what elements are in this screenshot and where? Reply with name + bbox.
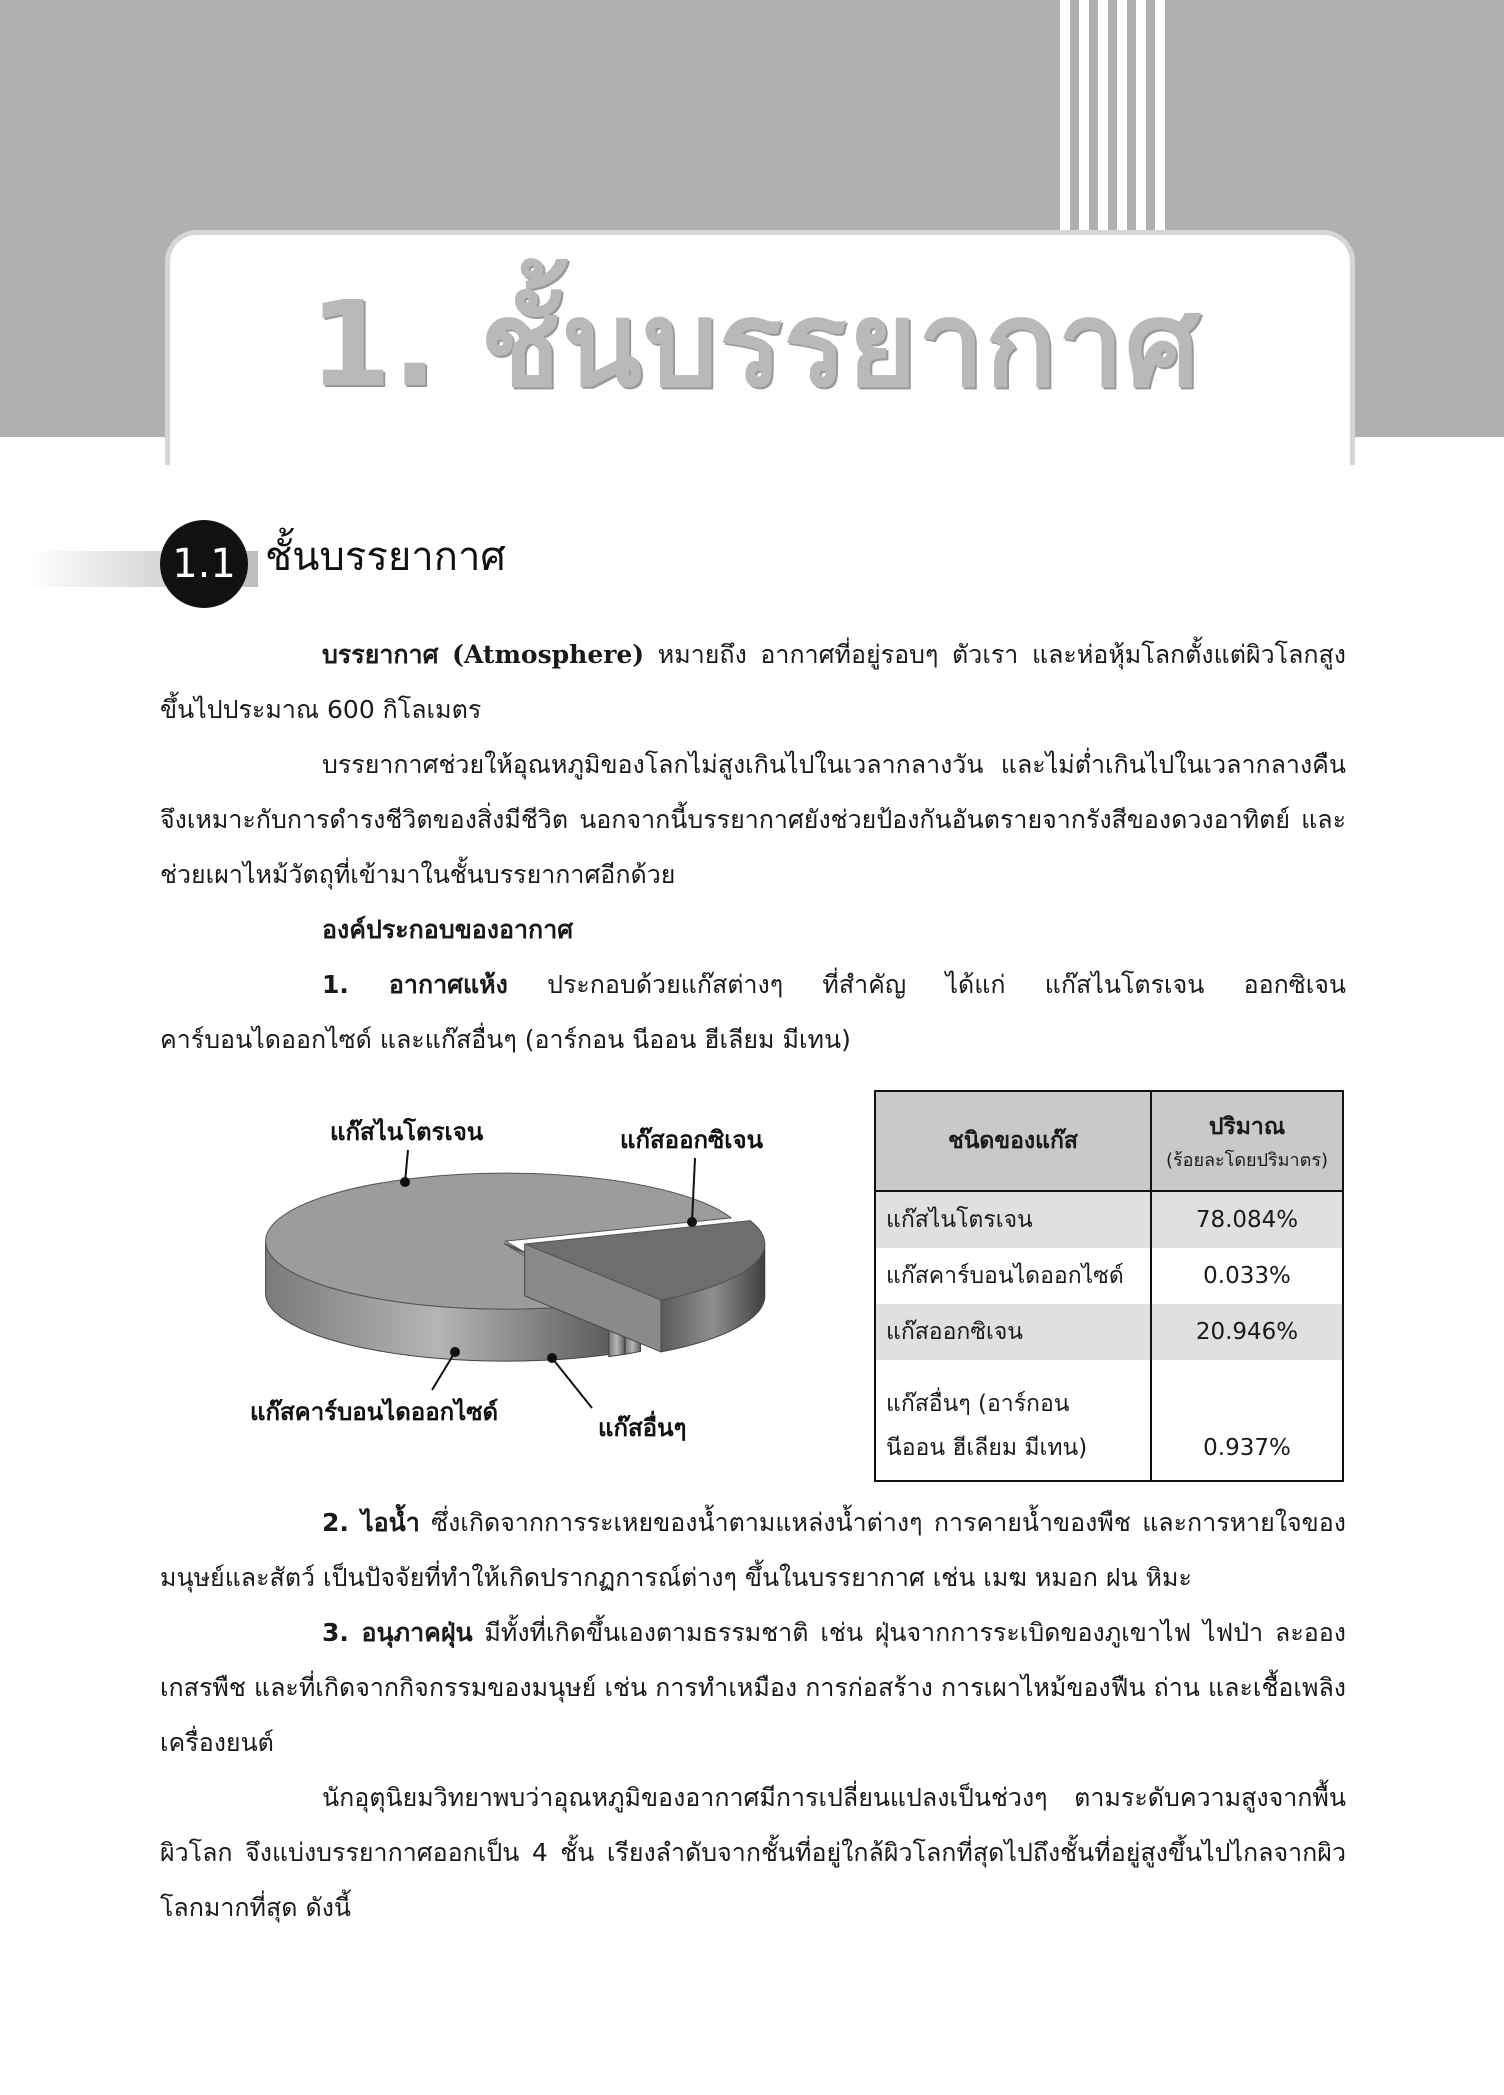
definition-text: หมายถึง อากาศที่อยู่รอบๆ ตัวเรา และห่อหุ้มโลกตั้งแต่ผิวโลกสูงขึ้นไปประมาณ 600 กิโลเมตร [160,640,1346,724]
paragraph-definition [160,627,1346,737]
term-atmosphere: บรรยากาศ [322,640,439,669]
header-stripes [1060,0,1172,237]
table-cell-value: 78.084% [1151,1191,1343,1248]
table-cell-name [875,1360,1151,1481]
paragraph-function: บรรยากาศช่วยให้อุณหภูมิของโลกไม่สูงเกินไปในเวลากลางวัน และไม่ต่ำเกินไปในเวลากลางคืน จึงเหมาะกับการดำรงชีวิตของสิ่งมีชีวิต นอกจากนี้บรรยากาศยังช่วยป้องกันอันตรายจากรังสีของดวงอาทิตย์ และช่วยเผาไหม้วัตถุที่เข้ามาในชั้นบรรยากาศอีกด้วย [160,750,1346,889]
table-cell-name: แก๊สออกซิเจน [875,1304,1151,1360]
table-cell-name-line2: นีออน ฮีเลียม มีเทน) [886,1435,1088,1461]
table-row [875,1304,1343,1360]
table-cell-name: แก๊สไนโตรเจน [875,1191,1151,1248]
item-dust-text: มีทั้งที่เกิดขึ้นเองตามธรรมชาติ เช่น ฝุ่นจากการระเบิดของภูเขาไฟ ไฟป่า ละอองเกสรพืช และที่เกิดจากกิจกรรมของมนุษย์ เช่น การทำเหมือง การก่อสร้าง การเผาไหม้ของฟืน ถ่าน และเชื้อเพลิงเครื่องยนต์ [160,1618,1346,1757]
table-row [875,1191,1343,1248]
pie-label-nitrogen: แก๊สไนโตรเจน [330,1118,484,1146]
table-header-amount-label: ปริมาณ [1208,1113,1286,1140]
table-cell-value: 0.033% [1151,1248,1343,1304]
components-heading: องค์ประกอบของอากาศ [322,915,574,944]
section-title: ชั้นบรรยากาศ [265,534,506,580]
lower-text [160,1495,1346,1935]
intro-text [160,627,1346,1067]
item-water-vapor-text: ซึ่งเกิดจากการระเหยของน้ำตามแหล่งน้ำต่างๆ การคายน้ำของพืช และการหายใจของมนุษย์และสัตว์ เป็นปัจจัยที่ทำให้เกิดปรากฏการณ์ต่างๆ ขึ้นในบรรยากาศ เช่น เมฆ หมอก ฝน หิมะ [160,1508,1346,1592]
item-water-vapor-label: 2. ไอน้ำ [322,1508,420,1537]
table-cell-value: 20.946% [1151,1304,1343,1360]
item-dust [160,1605,1346,1770]
leader-others-line [552,1358,592,1408]
section-number-badge: 1.1 [160,520,248,608]
table-header-row [875,1091,1343,1191]
item-dust-label: 3. อนุภาคฝุ่น [322,1618,473,1647]
chapter-title: 1. ชั้นบรรยากาศ [309,275,1201,413]
table-row [875,1248,1343,1304]
table-row [875,1360,1343,1481]
term-atmosphere-en: (Atmosphere) [452,640,645,669]
pie-label-others: แก๊สอื่นๆ [598,1414,687,1442]
leader-co2-dot [450,1347,460,1357]
item-water-vapor [160,1495,1346,1605]
table-header-amount-unit: (ร้อยละโดยปริมาตร) [1165,1149,1329,1171]
leader-others-dot [547,1353,557,1363]
table-cell-name: แก๊สคาร์บอนไดออกไซด์ [886,1263,1124,1289]
pie-label-oxygen: แก๊สออกซิเจน [620,1126,763,1154]
pie-label-co2: แก๊สคาร์บอนไดออกไซด์ [250,1398,499,1426]
item-dry-air [160,957,1346,1067]
table-header-amount [1151,1091,1343,1191]
leader-oxygen-dot [687,1217,697,1227]
table-cell-name-line1: แก๊สอื่นๆ (อาร์กอน [886,1391,1070,1417]
table-cell-value: 0.937% [1151,1360,1343,1481]
item-dry-air-text: ประกอบด้วยแก๊สต่างๆ ที่สำคัญ ได้แก่ แก๊สไนโตรเจน ออกซิเจน คาร์บอนไดออกไซด์ และแก๊สอื่นๆ (อาร์กอน นีออน ฮีเลียม มีเทน) [160,970,1347,1054]
leader-nitrogen-dot [400,1177,410,1187]
item-dry-air-label: 1. อากาศแห้ง [322,970,508,999]
table-header-type: ชนิดของแก๊ส [875,1091,1151,1191]
pie-chart [200,1090,820,1450]
gas-composition-table [874,1090,1344,1482]
paragraph-layers: นักอุตุนิยมวิทยาพบว่าอุณหภูมิของอากาศมีการเปลี่ยนแปลงเป็นช่วงๆ ตามระดับความสูงจากพื้นผิวโลก จึงแบ่งบรรยากาศออกเป็น 4 ชั้น เรียงลำดับจากชั้นที่อยู่ใกล้ผิวโลกที่สุดไปถึงชั้นที่อยู่สูงขึ้นไปไกลจากผิวโลกมากที่สุด ดังนี้ [160,1783,1346,1922]
